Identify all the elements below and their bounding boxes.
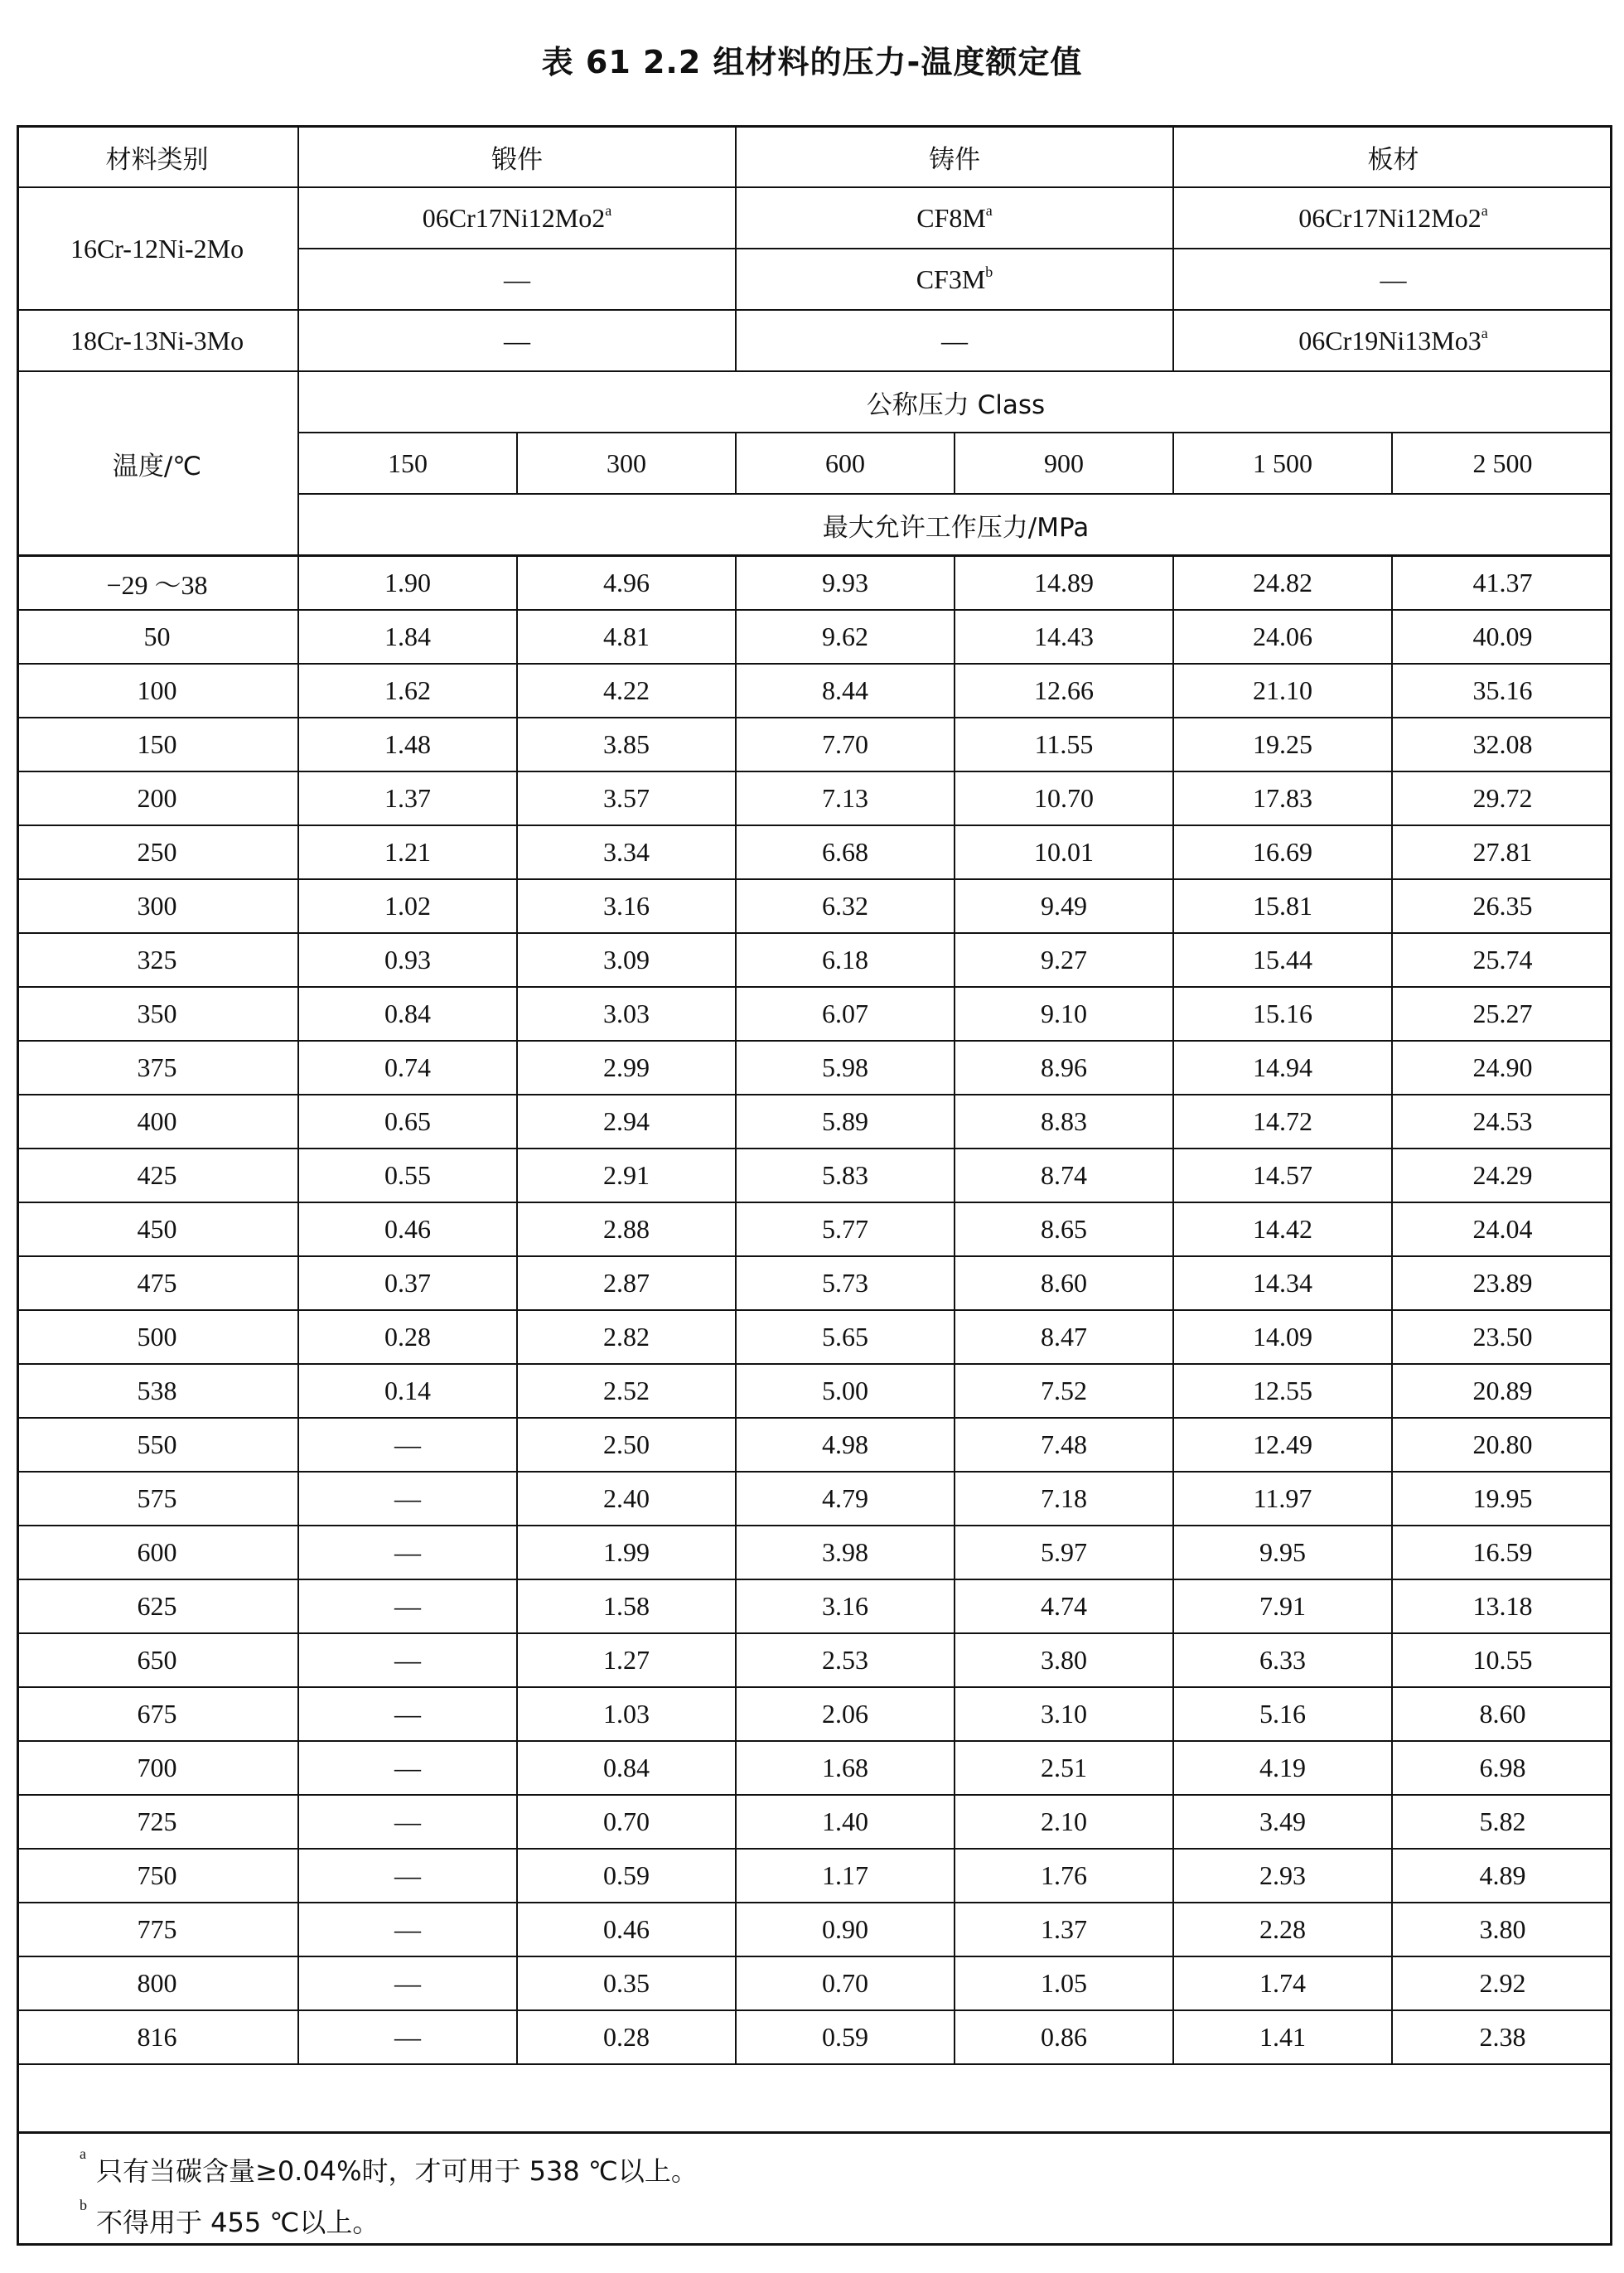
- table-row: [17, 1310, 1612, 1364]
- pressure-cell: 12.49: [1173, 1418, 1392, 1472]
- pressure-cell: 8.83: [955, 1095, 1173, 1149]
- temperature-cell: 400: [17, 1095, 298, 1149]
- header-max-pressure: 最大允许工作压力/MPa: [298, 494, 1612, 556]
- pressure-cell: 1.27: [517, 1633, 736, 1687]
- table-row: [17, 1956, 1612, 2010]
- pressure-cell: 0.70: [736, 1956, 955, 2010]
- pressure-cell: 1.62: [298, 664, 517, 718]
- header-nominal-pressure: 公称压力 Class: [298, 371, 1612, 433]
- class-600: 600: [736, 433, 955, 494]
- pressure-cell: —: [298, 1472, 517, 1526]
- pressure-cell: 0.14: [298, 1364, 517, 1418]
- pressure-cell: 0.70: [517, 1795, 736, 1849]
- pressure-cell: 8.60: [1392, 1687, 1612, 1741]
- footnote-b: b 不得用于 455 ℃以上。: [80, 2197, 379, 2238]
- pressure-cell: 5.77: [736, 1202, 955, 1256]
- pressure-cell: 4.74: [955, 1579, 1173, 1633]
- pressure-cell: 3.10: [955, 1687, 1173, 1741]
- temperature-cell: 475: [17, 1256, 298, 1310]
- pressure-cell: 13.18: [1392, 1579, 1612, 1633]
- pressure-cell: 2.51: [955, 1741, 1173, 1795]
- pressure-cell: 2.94: [517, 1095, 736, 1149]
- temperature-cell: 650: [17, 1633, 298, 1687]
- pressure-cell: 4.22: [517, 664, 736, 718]
- pressure-cell: 23.89: [1392, 1256, 1612, 1310]
- class-300: 300: [517, 433, 736, 494]
- pressure-cell: 14.57: [1173, 1149, 1392, 1202]
- pressure-cell: 24.06: [1173, 610, 1392, 664]
- temperature-cell: 425: [17, 1149, 298, 1202]
- table-row: [17, 556, 1612, 611]
- pressure-cell: 2.93: [1173, 1849, 1392, 1903]
- pressure-cell: 7.13: [736, 771, 955, 825]
- pressure-cell: 24.04: [1392, 1202, 1612, 1256]
- pressure-cell: 14.94: [1173, 1041, 1392, 1095]
- pressure-cell: 6.68: [736, 825, 955, 879]
- pressure-cell: 15.44: [1173, 933, 1392, 987]
- pressure-cell: —: [298, 1633, 517, 1687]
- pressure-cell: 2.99: [517, 1041, 736, 1095]
- pressure-cell: —: [298, 1687, 517, 1741]
- table-row: [17, 1202, 1612, 1256]
- temperature-cell: 300: [17, 879, 298, 933]
- material-16cr-casting-alt: $CF3M^b$: [736, 249, 1173, 310]
- pressure-cell: 4.79: [736, 1472, 955, 1526]
- pressure-cell: 2.50: [517, 1418, 736, 1472]
- material-18cr-casting: —: [736, 310, 1173, 371]
- pressure-cell: 9.93: [736, 556, 955, 611]
- table-row: [17, 1095, 1612, 1149]
- pressure-cell: 4.98: [736, 1418, 955, 1472]
- header-forgings: 锻件: [298, 126, 736, 187]
- pressure-cell: 3.16: [517, 879, 736, 933]
- material-18cr: 18Cr-13Ni-3Mo: [17, 310, 298, 371]
- pressure-cell: 4.81: [517, 610, 736, 664]
- table-row: [17, 1579, 1612, 1633]
- material-18cr-forging: —: [298, 310, 736, 371]
- pressure-cell: 4.96: [517, 556, 736, 611]
- temperature-cell: 150: [17, 718, 298, 771]
- pressure-cell: 1.58: [517, 1579, 736, 1633]
- pressure-cell: 6.33: [1173, 1633, 1392, 1687]
- pressure-cell: 0.65: [298, 1095, 517, 1149]
- pressure-cell: 2.06: [736, 1687, 955, 1741]
- pressure-cell: 5.83: [736, 1149, 955, 1202]
- class-1500: 1 500: [1173, 433, 1392, 494]
- pressure-cell: 14.89: [955, 556, 1173, 611]
- pressure-cell: 8.65: [955, 1202, 1173, 1256]
- pressure-cell: 16.69: [1173, 825, 1392, 879]
- header-temperature: 温度/℃: [17, 371, 298, 556]
- pressure-cell: 3.34: [517, 825, 736, 879]
- temperature-cell: 50: [17, 610, 298, 664]
- pressure-cell: 35.16: [1392, 664, 1612, 718]
- table-row: [17, 1741, 1612, 1795]
- material-16cr-forging-alt: —: [298, 249, 736, 310]
- header-material-category: 材料类别: [17, 126, 298, 187]
- pressure-cell: 3.80: [955, 1633, 1173, 1687]
- pressure-cell: 1.68: [736, 1741, 955, 1795]
- material-16cr-plate: 06Cr17Ni12Mo2$^a$: [1173, 187, 1612, 249]
- material-18cr-plate: 06Cr19Ni13Mo3$^a$: [1173, 310, 1612, 371]
- pressure-cell: 9.62: [736, 610, 955, 664]
- pressure-cell: —: [298, 1741, 517, 1795]
- temperature-cell: 816: [17, 2010, 298, 2064]
- pressure-cell: 5.98: [736, 1041, 955, 1095]
- pressure-cell: —: [298, 1956, 517, 2010]
- pressure-cell: 20.89: [1392, 1364, 1612, 1418]
- table-title: 表 61 2.2 组材料的压力-温度额定值: [541, 44, 1083, 80]
- pressure-cell: 5.16: [1173, 1687, 1392, 1741]
- pressure-cell: 1.84: [298, 610, 517, 664]
- table-row: [17, 1526, 1612, 1579]
- temperature-cell: 500: [17, 1310, 298, 1364]
- pressure-cell: 2.38: [1392, 2010, 1612, 2064]
- table-row: [17, 1418, 1612, 1472]
- pressure-cell: 3.98: [736, 1526, 955, 1579]
- pressure-cell: 0.84: [517, 1741, 736, 1795]
- pressure-cell: 2.92: [1392, 1956, 1612, 2010]
- pressure-cell: 23.50: [1392, 1310, 1612, 1364]
- pressure-cell: 8.47: [955, 1310, 1173, 1364]
- temperature-cell: 800: [17, 1956, 298, 2010]
- pressure-cell: 1.21: [298, 825, 517, 879]
- table-row: [17, 1687, 1612, 1741]
- pressure-cell: 21.10: [1173, 664, 1392, 718]
- pressure-cell: 1.17: [736, 1849, 955, 1903]
- pressure-cell: 14.34: [1173, 1256, 1392, 1310]
- pressure-cell: 11.97: [1173, 1472, 1392, 1526]
- class-2500: 2 500: [1392, 433, 1612, 494]
- pressure-cell: 1.90: [298, 556, 517, 611]
- pressure-cell: 24.82: [1173, 556, 1392, 611]
- header-plates: 板材: [1173, 126, 1612, 187]
- pressure-cell: 14.43: [955, 610, 1173, 664]
- temperature-cell: −29 ～38: [17, 556, 298, 611]
- pressure-cell: 7.52: [955, 1364, 1173, 1418]
- table-row: [17, 1903, 1612, 1956]
- table-row: [17, 771, 1612, 825]
- temperature-cell: 600: [17, 1526, 298, 1579]
- pressure-cell: 0.59: [517, 1849, 736, 1903]
- table-row: [17, 879, 1612, 933]
- table-row: [17, 1633, 1612, 1687]
- temperature-cell: 675: [17, 1687, 298, 1741]
- pressure-cell: 8.96: [955, 1041, 1173, 1095]
- pressure-cell: 15.16: [1173, 987, 1392, 1041]
- pressure-temperature-table: [17, 125, 1612, 2065]
- pressure-cell: 1.03: [517, 1687, 736, 1741]
- class-150: 150: [298, 433, 517, 494]
- pressure-cell: 12.66: [955, 664, 1173, 718]
- pressure-cell: 14.42: [1173, 1202, 1392, 1256]
- pressure-cell: 3.57: [517, 771, 736, 825]
- pressure-cell: 20.80: [1392, 1418, 1612, 1472]
- pressure-cell: 6.07: [736, 987, 955, 1041]
- pressure-cell: 1.76: [955, 1849, 1173, 1903]
- pressure-cell: 26.35: [1392, 879, 1612, 933]
- pressure-cell: 9.10: [955, 987, 1173, 1041]
- pressure-cell: 0.59: [736, 2010, 955, 2064]
- table-row: [17, 2010, 1612, 2064]
- pressure-cell: 2.10: [955, 1795, 1173, 1849]
- temperature-cell: 325: [17, 933, 298, 987]
- pressure-cell: 29.72: [1392, 771, 1612, 825]
- pressure-cell: 12.55: [1173, 1364, 1392, 1418]
- pressure-cell: 6.32: [736, 879, 955, 933]
- pressure-cell: 41.37: [1392, 556, 1612, 611]
- temperature-cell: 250: [17, 825, 298, 879]
- table-row: [17, 1256, 1612, 1310]
- pressure-cell: 5.97: [955, 1526, 1173, 1579]
- pressure-cell: 27.81: [1392, 825, 1612, 879]
- pressure-cell: 9.49: [955, 879, 1173, 933]
- pressure-cell: 1.48: [298, 718, 517, 771]
- pressure-cell: 11.55: [955, 718, 1173, 771]
- pressure-cell: 1.99: [517, 1526, 736, 1579]
- pressure-cell: 2.53: [736, 1633, 955, 1687]
- material-16cr-casting: $CF8M^a$: [736, 187, 1173, 249]
- pressure-cell: 10.70: [955, 771, 1173, 825]
- pressure-cell: 3.80: [1392, 1903, 1612, 1956]
- footnotes: [17, 2131, 1612, 2246]
- pressure-cell: 8.60: [955, 1256, 1173, 1310]
- pressure-cell: 25.27: [1392, 987, 1612, 1041]
- pressure-cell: 10.01: [955, 825, 1173, 879]
- temperature-cell: 625: [17, 1579, 298, 1633]
- temperature-cell: 575: [17, 1472, 298, 1526]
- temperature-cell: 700: [17, 1741, 298, 1795]
- table-row: [17, 825, 1612, 879]
- pressure-cell: 5.82: [1392, 1795, 1612, 1849]
- pressure-cell: 0.84: [298, 987, 517, 1041]
- table-row: [17, 1849, 1612, 1903]
- pressure-cell: 2.52: [517, 1364, 736, 1418]
- pressure-cell: 3.85: [517, 718, 736, 771]
- pressure-cell: 24.90: [1392, 1041, 1612, 1095]
- temperature-cell: 550: [17, 1418, 298, 1472]
- pressure-cell: 7.48: [955, 1418, 1173, 1472]
- pressure-cell: 6.98: [1392, 1741, 1612, 1795]
- pressure-cell: 19.25: [1173, 718, 1392, 771]
- material-16cr-forging: 06Cr17Ni12Mo2$^a$: [298, 187, 736, 249]
- table-row: [17, 610, 1612, 664]
- pressure-cell: 1.02: [298, 879, 517, 933]
- table-row: [17, 933, 1612, 987]
- pressure-cell: 14.09: [1173, 1310, 1392, 1364]
- header-castings: 铸件: [736, 126, 1173, 187]
- pressure-cell: —: [298, 1849, 517, 1903]
- pressure-cell: 3.49: [1173, 1795, 1392, 1849]
- table-row: [17, 718, 1612, 771]
- pressure-cell: 19.95: [1392, 1472, 1612, 1526]
- temperature-cell: 775: [17, 1903, 298, 1956]
- pressure-cell: 8.74: [955, 1149, 1173, 1202]
- pressure-cell: 0.28: [517, 2010, 736, 2064]
- pressure-cell: —: [298, 1526, 517, 1579]
- pressure-cell: 0.90: [736, 1903, 955, 1956]
- material-16cr: 16Cr-12Ni-2Mo: [17, 187, 298, 310]
- pressure-cell: 17.83: [1173, 771, 1392, 825]
- temperature-cell: 725: [17, 1795, 298, 1849]
- pressure-cell: —: [298, 1579, 517, 1633]
- pressure-cell: —: [298, 1795, 517, 1849]
- pressure-cell: 1.37: [955, 1903, 1173, 1956]
- pressure-cell: 15.81: [1173, 879, 1392, 933]
- pressure-cell: 7.91: [1173, 1579, 1392, 1633]
- pressure-cell: 5.89: [736, 1095, 955, 1149]
- pressure-cell: —: [298, 2010, 517, 2064]
- temperature-cell: 350: [17, 987, 298, 1041]
- pressure-cell: 14.72: [1173, 1095, 1392, 1149]
- pressure-cell: 0.46: [298, 1202, 517, 1256]
- pressure-cell: 24.29: [1392, 1149, 1612, 1202]
- pressure-cell: 9.27: [955, 933, 1173, 987]
- pressure-cell: 7.18: [955, 1472, 1173, 1526]
- pressure-cell: 2.91: [517, 1149, 736, 1202]
- temperature-cell: 538: [17, 1364, 298, 1418]
- pressure-cell: 16.59: [1392, 1526, 1612, 1579]
- table-row: [17, 1149, 1612, 1202]
- pressure-cell: 3.03: [517, 987, 736, 1041]
- temperature-cell: 200: [17, 771, 298, 825]
- pressure-cell: 1.74: [1173, 1956, 1392, 2010]
- pressure-cell: 2.82: [517, 1310, 736, 1364]
- table-row: [17, 1364, 1612, 1418]
- pressure-cell: 40.09: [1392, 610, 1612, 664]
- pressure-cell: 0.55: [298, 1149, 517, 1202]
- temperature-cell: 100: [17, 664, 298, 718]
- pressure-cell: 1.41: [1173, 2010, 1392, 2064]
- class-900: 900: [955, 433, 1173, 494]
- pressure-cell: 4.19: [1173, 1741, 1392, 1795]
- table-row: [17, 1041, 1612, 1095]
- material-16cr-plate-alt: —: [1173, 249, 1612, 310]
- pressure-cell: 0.35: [517, 1956, 736, 2010]
- pressure-cell: 5.00: [736, 1364, 955, 1418]
- pressure-cell: 24.53: [1392, 1095, 1612, 1149]
- pressure-cell: 0.74: [298, 1041, 517, 1095]
- pressure-cell: 32.08: [1392, 718, 1612, 771]
- pressure-cell: —: [298, 1903, 517, 1956]
- table-row: [17, 1795, 1612, 1849]
- pressure-cell: 5.65: [736, 1310, 955, 1364]
- pressure-cell: 10.55: [1392, 1633, 1612, 1687]
- pressure-cell: 25.74: [1392, 933, 1612, 987]
- pressure-cell: 2.40: [517, 1472, 736, 1526]
- pressure-cell: 1.40: [736, 1795, 955, 1849]
- pressure-cell: 2.28: [1173, 1903, 1392, 1956]
- pressure-cell: 7.70: [736, 718, 955, 771]
- pressure-cell: 8.44: [736, 664, 955, 718]
- table-row: [17, 987, 1612, 1041]
- pressure-cell: 6.18: [736, 933, 955, 987]
- pressure-cell: 2.88: [517, 1202, 736, 1256]
- pressure-cell: 0.46: [517, 1903, 736, 1956]
- table-row: [17, 1472, 1612, 1526]
- footnote-a: a 只有当碳含量≥0.04%时，才可用于 538 ℃以上。: [80, 2145, 698, 2187]
- pressure-cell: 0.37: [298, 1256, 517, 1310]
- table-row: [17, 664, 1612, 718]
- pressure-cell: 9.95: [1173, 1526, 1392, 1579]
- pressure-cell: 5.73: [736, 1256, 955, 1310]
- pressure-cell: 3.09: [517, 933, 736, 987]
- pressure-cell: 3.16: [736, 1579, 955, 1633]
- pressure-cell: 1.05: [955, 1956, 1173, 2010]
- pressure-cell: 4.89: [1392, 1849, 1612, 1903]
- pressure-cell: 0.93: [298, 933, 517, 987]
- pressure-cell: 0.28: [298, 1310, 517, 1364]
- pressure-cell: 2.87: [517, 1256, 736, 1310]
- temperature-cell: 750: [17, 1849, 298, 1903]
- pressure-cell: 0.86: [955, 2010, 1173, 2064]
- temperature-cell: 450: [17, 1202, 298, 1256]
- pressure-cell: 1.37: [298, 771, 517, 825]
- pressure-cell: —: [298, 1418, 517, 1472]
- temperature-cell: 375: [17, 1041, 298, 1095]
